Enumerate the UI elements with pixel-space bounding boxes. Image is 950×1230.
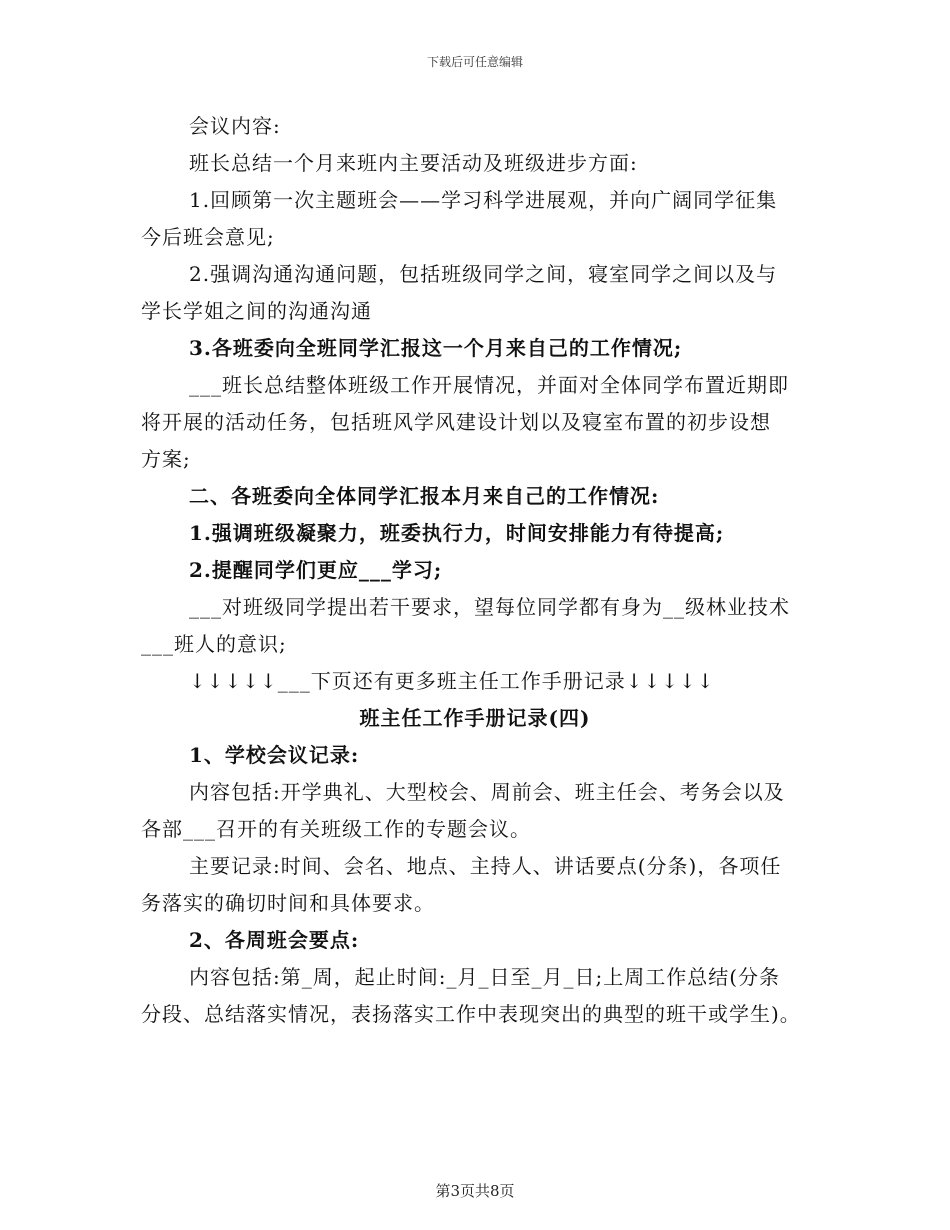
text-line: 会议内容: <box>189 114 281 138</box>
text-line: 1.强调班级凝聚力，班委执行力，时间安排能力有待提高; <box>189 521 725 545</box>
text-line: 1.回顾第一次主题班会——学习科学进展观，并向广阔同学征集 <box>189 188 778 212</box>
text-line: 3.各班委向全班同学汇报这一个月来自己的工作情况; <box>189 336 683 360</box>
text-line: 内容包括:开学典礼、大型校会、周前会、班主任会、考务会以及 <box>189 780 785 804</box>
text-line: 务落实的确切时间和具体要求。 <box>141 891 435 915</box>
text-line: 2.提醒同学们更应___学习; <box>189 558 443 582</box>
text-line: 今后班会意见; <box>141 225 275 249</box>
text-line: ___班长总结整体班级工作开展情况，并面对全体同学布置近期即 <box>189 373 789 397</box>
more-records-note: ↓↓↓↓↓___下页还有更多班主任工作手册记录↓↓↓↓↓ <box>189 669 715 693</box>
text-line: 将开展的活动任务，包括班风学风建设计划以及寝室布置的初步设想 <box>141 410 771 434</box>
text-line: 2.强调沟通沟通问题，包括班级同学之间，寝室同学之间以及与 <box>189 262 778 286</box>
section-heading: 2、各周班会要点: <box>189 928 360 952</box>
section-heading: 1、学校会议记录: <box>189 743 360 767</box>
text-line: 方案; <box>141 447 191 471</box>
text-line: ___班人的意识; <box>141 632 287 656</box>
text-line: 分段、总结落实情况，表扬落实工作中表现突出的典型的班干或学生)。 <box>141 1002 801 1026</box>
text-line: 主要记录:时间、会名、地点、主持人、讲话要点(分条)，各项任 <box>189 854 782 878</box>
page-number: 第3页共8页 <box>435 1182 515 1200</box>
text-line: 班长总结一个月来班内主要活动及班级进步方面: <box>189 151 638 175</box>
text-line: 学长学姐之间的沟通沟通 <box>141 299 372 323</box>
text-line: 内容包括:第_周，起止时间:_月_日至_月_日;上周工作总结(分条 <box>189 965 781 989</box>
text-line: 各部___召开的有关班级工作的专题会议。 <box>141 817 531 841</box>
section-heading: 二、各班委向全体同学汇报本月来自己的工作情况: <box>189 484 660 508</box>
page-header: 下载后可任意编辑 <box>426 55 523 69</box>
section-title: 班主任工作手册记录(四) <box>359 706 591 730</box>
text-line: ___对班级同学提出若干要求，望每位同学都有身为__级林业技术 <box>189 595 790 619</box>
